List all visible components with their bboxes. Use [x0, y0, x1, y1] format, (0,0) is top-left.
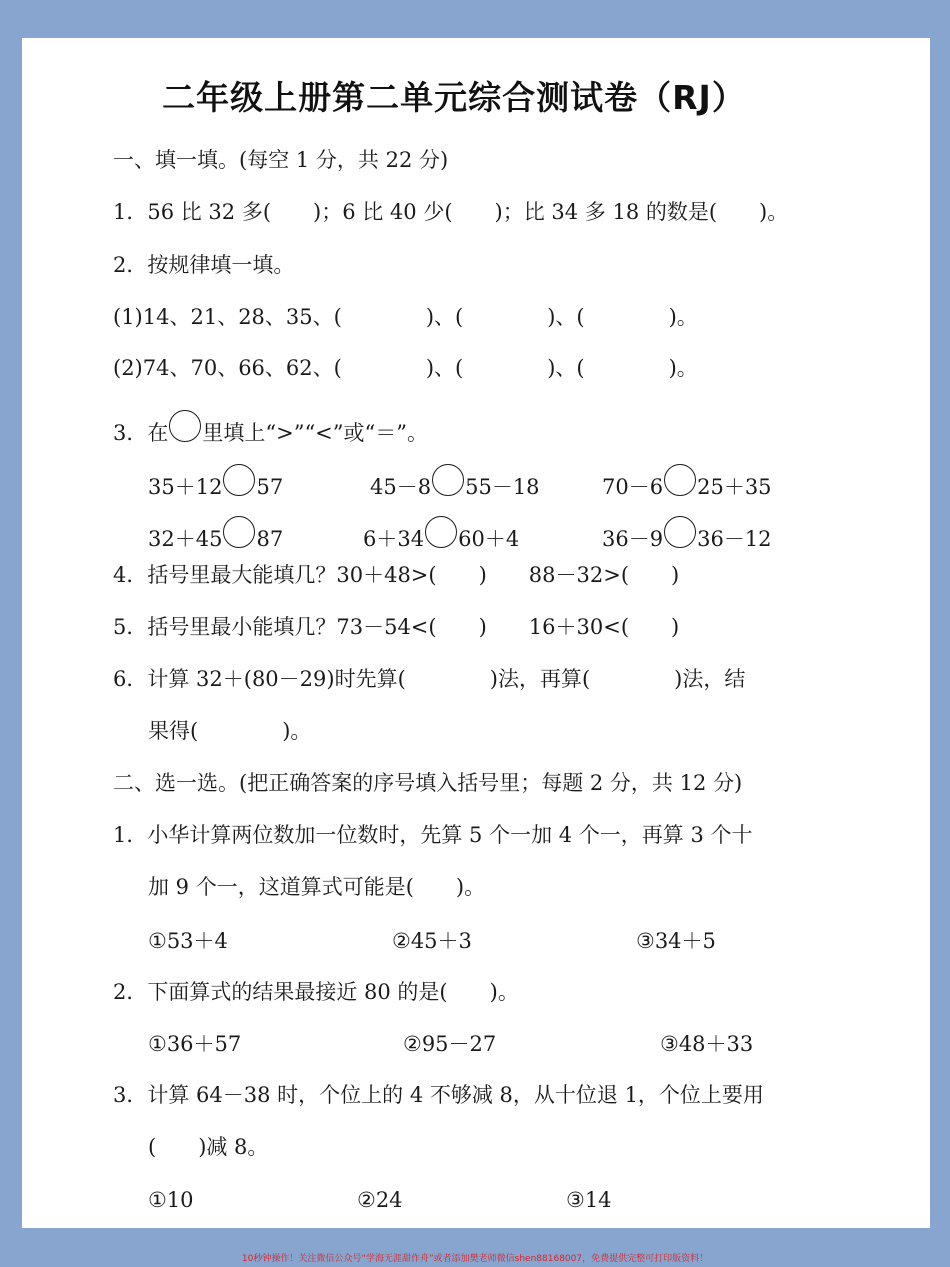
- compare-right: 60＋4: [458, 527, 520, 551]
- option: ①10: [148, 1188, 194, 1212]
- section2-heading: 二、选一选。(把正确答案的序号填入括号里；每题 2 分，共 12 分): [113, 771, 743, 795]
- option: ②45＋3: [392, 929, 472, 953]
- question-2-2: 2．下面算式的结果最接近 80 的是( )。: [113, 980, 519, 1004]
- compare-circle: [223, 516, 255, 548]
- compare-right: 55－18: [465, 475, 540, 499]
- page-title: 二年级上册第二单元综合测试卷（RJ）: [162, 78, 746, 117]
- option: ③14: [566, 1188, 612, 1212]
- question-2-3-line2: ( )减 8。: [148, 1135, 269, 1159]
- question-1-3: [113, 410, 428, 444]
- compare-circle: [432, 464, 464, 496]
- option: ②24: [357, 1188, 403, 1212]
- compare-circle: [223, 464, 255, 496]
- question-1-1: 1．56 比 32 多( )；6 比 40 少( )；比 34 多 18 的数是( )。: [113, 200, 789, 224]
- compare-left: 70－6: [602, 475, 664, 499]
- question-1-2: 2．按规律填一填。: [113, 253, 295, 277]
- question-2-1-line2: 加 9 个一，这道算式可能是( )。: [148, 875, 486, 899]
- compare-left: 6＋34: [363, 527, 425, 551]
- compare-circle: [664, 516, 696, 548]
- compare-right: 25＋35: [697, 475, 772, 499]
- compare-left: 35＋12: [148, 475, 223, 499]
- question-1-6-line2: 果得( )。: [148, 719, 312, 743]
- option: ①53＋4: [148, 929, 228, 953]
- question-2-1-line1: 1．小华计算两位数加一位数时，先算 5 个一加 4 个一，再算 3 个十: [113, 823, 753, 847]
- question-2-3-line1: 3．计算 64－38 时，个位上的 4 不够减 8，从十位退 1，个位上要用: [113, 1083, 764, 1107]
- compare-item: [148, 516, 283, 550]
- question-1-3-suffix: 里填上“>”“<”或“＝”。: [202, 421, 428, 445]
- question-1-2-part1: (1)14、21、28、35、( )、( )、( )。: [113, 305, 698, 329]
- question-1-3-prefix: 3．在: [113, 421, 169, 445]
- footer-notice: 10秒钟操作！关注微信公众号“学海无涯甜作舟”或者添加樊老师微信shen88168007，免费提供完整可打印版资料！: [241, 1254, 709, 1264]
- option: ③34＋5: [636, 929, 716, 953]
- section1-heading: 一、填一填。(每空 1 分，共 22 分): [113, 148, 449, 172]
- question-1-2-part2: (2)74、70、66、62、( )、( )、( )。: [113, 356, 698, 380]
- compare-circle: [664, 464, 696, 496]
- compare-item: [148, 464, 283, 498]
- compare-right: 57: [256, 475, 284, 499]
- question-1-6-line1: 6．计算 32＋(80－29)时先算( )法，再算( )法，结: [113, 667, 746, 691]
- compare-item: [363, 516, 519, 550]
- compare-circle: [425, 516, 457, 548]
- circle-blank-icon: [169, 410, 201, 442]
- compare-right: 36－12: [697, 527, 772, 551]
- option: ②95－27: [403, 1032, 497, 1056]
- compare-left: 36－9: [602, 527, 664, 551]
- option: ③48＋33: [660, 1032, 754, 1056]
- compare-left: 32＋45: [148, 527, 223, 551]
- compare-left: 45－8: [370, 475, 432, 499]
- compare-item: [602, 464, 772, 498]
- option: ①36＋57: [148, 1032, 242, 1056]
- question-1-4: 4．括号里最大能填几？30＋48>( ) 88－32>( ): [113, 563, 680, 587]
- compare-item: [370, 464, 540, 498]
- compare-right: 87: [256, 527, 284, 551]
- compare-item: [602, 516, 772, 550]
- question-1-5: 5．括号里最小能填几？73－54<( ) 16＋30<( ): [113, 615, 680, 639]
